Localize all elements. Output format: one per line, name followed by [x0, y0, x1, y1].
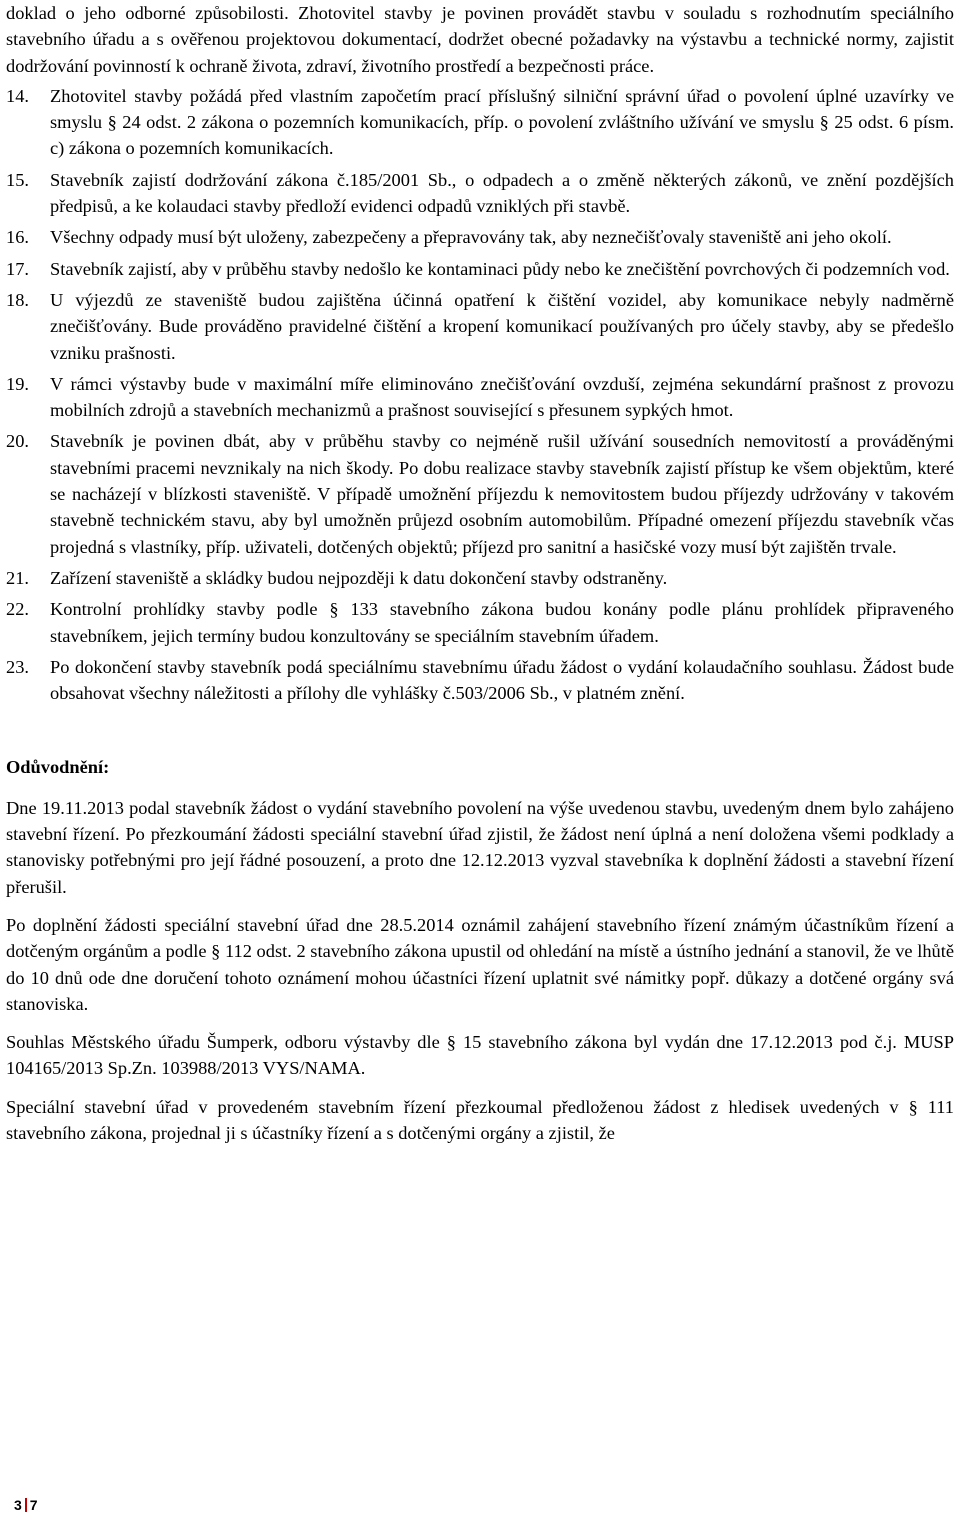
list-item: [6, 224, 954, 250]
page-total: 7: [29, 1497, 38, 1513]
item-text: Po dokončení stavby stavebník podá speciálnímu stavebnímu úřadu žádost o vydání kolaudačního souhlasu. Žádost bude obsahovat všechny náležitosti a přílohy dle vyhlášky č.503/2006 Sb., v platném znění.: [50, 656, 954, 704]
list-item: [6, 287, 954, 366]
continuation-paragraph: doklad o jeho odborné způsobilosti. Zhotovitel stavby je povinen provádět stavbu v souladu s rozhodnutím speciálního stavebního úřadu a s ověřenou projektovou dokumentací, dodržet obecné požadavky na výstavbu a technické normy, zajistit dodržování povinností k ochraně života, zdraví, životního prostředí a bezpečnosti práce.: [6, 3, 954, 76]
item-number: 18.: [6, 289, 29, 310]
item-number: 17.: [6, 258, 29, 279]
item-number: 20.: [6, 431, 29, 452]
list-item: [6, 256, 954, 282]
reasoning-heading: Odůvodnění:: [6, 757, 110, 778]
item-number: 22.: [6, 599, 29, 620]
item-number: 19.: [6, 373, 29, 394]
item-number: 21.: [6, 567, 29, 588]
item-text: Všechny odpady musí být uloženy, zabezpečeny a přepravovány tak, aby neznečišťovaly staveniště ani jeho okolí.: [50, 227, 892, 248]
page-separator: [25, 1498, 27, 1512]
reasoning-paragraph: Souhlas Městského úřadu Šumperk, odboru výstavby dle § 15 stavebního zákona byl vydán dne 17.12.2013 pod č.j. MUSP 104165/2013 Sp.Zn. 103988/2013 VYS/NAMA.: [6, 1032, 954, 1079]
page-number: 3: [14, 1497, 22, 1513]
reasoning-paragraph: Speciální stavební úřad v provedeném stavebním řízení přezkoumal předloženou žádost z hledisek uvedených v § 111 stavebního zákona, projednal ji s účastníky řízení a s dotčenými orgány a zjistil, že: [6, 1096, 954, 1143]
item-number: 15.: [6, 169, 29, 190]
item-text: V rámci výstavby bude v maximální míře eliminováno znečišťování ovzduší, zejména sekundární prašnost z provozu mobilních zdrojů a stavebních mechanizmů a prašnost související s přesunem sypkých hmot.: [50, 373, 954, 421]
reasoning-paragraph: Dne 19.11.2013 podal stavebník žádost o vydání stavebního povolení na výše uvedenou stavbu, uvedeným dnem bylo zahájeno stavební řízení. Po přezkoumání žádosti speciální stavební úřad zjistil, že žádost není úplná a není doložena všemi podklady a stanovisky potřebnými pro její řádné posouzení, a proto dne 12.12.2013 vyzval stavebníka k doplnění žádosti a stavební řízení přerušil.: [6, 797, 954, 897]
item-text: Zařízení staveniště a skládky budou nejpozději k datu dokončení stavby odstraněny.: [50, 567, 668, 588]
item-text: Zhotovitel stavby požádá před vlastním započetím prací příslušný silniční správní úřad o povolení úplné uzavírky ve smyslu § 24 odst. 2 zákona o pozemních komunikacích, příp. o povolení zvláštního užívání ve smyslu § 25 odst. 6 písm. c) zákona o pozemních komunikacích.: [50, 85, 954, 159]
item-number: 16.: [6, 227, 29, 248]
list-item: [6, 83, 954, 162]
item-text: U výjezdů ze staveniště budou zajištěna účinná opatření k čištění vozidel, aby komunikace nebyly nadměrně znečišťovány. Bude prováděno pravidelné čištění a kropení komunikací používaných pro účely stavby, aby se předešlo vzniku prašnosti.: [50, 289, 954, 363]
reasoning-paragraph: Po doplnění žádosti speciální stavební úřad dne 28.5.2014 oznámil zahájení stavebního řízení známým účastníkům řízení a dotčeným orgánům a podle § 112 odst. 2 stavebního zákona upustil od ohledání na místě a ústního jednání a stanovil, že ve lhůtě do 10 dnů ode dne doručení tohoto oznámení mohou účastníci řízení uplatnit své námitky popř. důkazy a dotčené orgány svá stanoviska.: [6, 914, 954, 1014]
item-text: Stavebník je povinen dbát, aby v průběhu stavby co nejméně rušil užívání sousedních nemovitostí a prováděnými stavebními pracemi nevznikaly na nich škody. Po dobu realizace stavby stavebník zajistí přístup ke všem objektům, které se nacházejí v blízkosti staveniště. V případě umožnění příjezdu k nemovitostem budou příjezdy udržovány v takovém stavebně technickém stavu, aby byl umožněn průjezd osobním automobilům. Případné omezení příjezdu stavebník včas projedná s vlastníky, příp. uživateli, dotčených objektů; příjezd pro sanitní a hasičské vozy musí být zajištěn trvale.: [50, 431, 954, 557]
conditions-list: [6, 83, 954, 707]
list-item: [6, 565, 954, 591]
item-text: Stavebník zajistí dodržování zákona č.185/2001 Sb., o odpadech a o změně některých zákonů, ve znění pozdějších předpisů, a ke kolaudaci stavby předloží evidenci odpadů vzniklých při stavbě.: [50, 169, 954, 217]
page-footer: [14, 1496, 38, 1514]
item-text: Kontrolní prohlídky stavby podle § 133 stavebního zákona budou konány podle plánu prohlídek připraveného stavebníkem, jejich termíny budou konzultovány se speciálním stavebním úřadem.: [50, 599, 954, 646]
list-item: [6, 167, 954, 220]
item-number: 23.: [6, 656, 29, 677]
document-page: [6, 0, 954, 1158]
item-number: 14.: [6, 85, 29, 106]
list-item: [6, 428, 954, 559]
list-item: [6, 596, 954, 649]
list-item: [6, 371, 954, 424]
list-item: [6, 654, 954, 707]
item-text: Stavebník zajistí, aby v průběhu stavby nedošlo ke kontaminaci půdy nebo ke znečištění povrchových či podzemních vod.: [50, 258, 950, 279]
